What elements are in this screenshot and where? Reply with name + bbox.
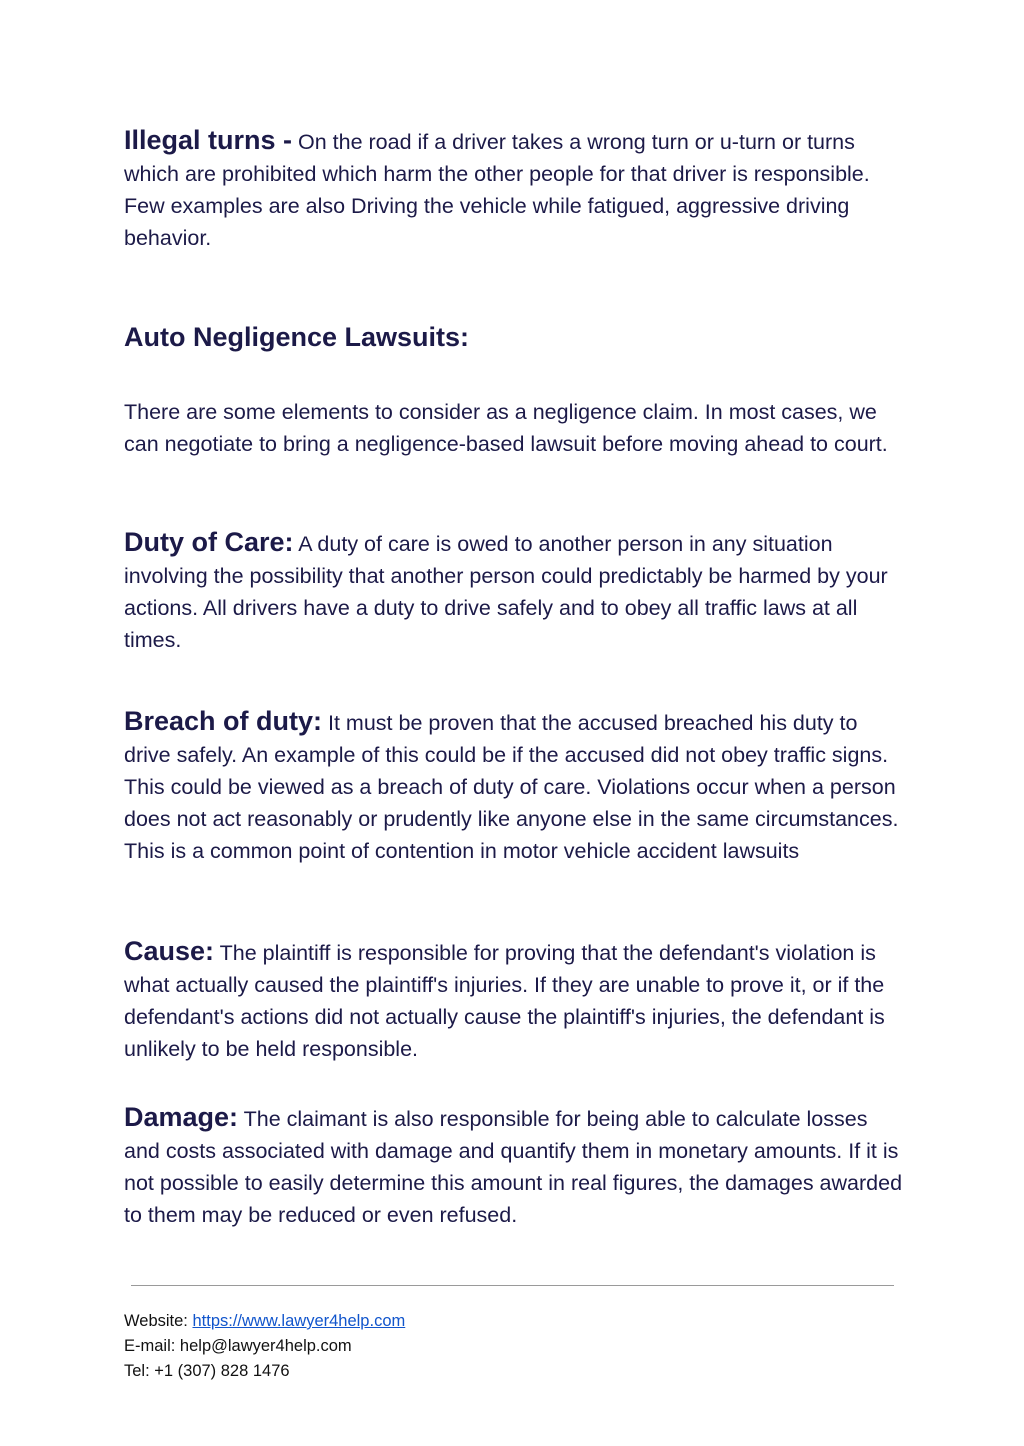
auto-negligence-heading: Auto Negligence Lawsuits:	[124, 322, 470, 352]
auto-negligence-intro: There are some elements to consider as a negligence claim. In most cases, we can negotiate to bring a negligence-based lawsuit before moving ahead to court.	[124, 400, 888, 456]
footer	[124, 1309, 405, 1384]
illegal-turns-paragraph	[124, 124, 904, 254]
footer-website-label: Website:	[124, 1312, 193, 1330]
illegal-turns-extra: Few examples are also Driving the vehicle while fatigued, aggressive driving behavior.	[124, 194, 850, 250]
footer-divider	[131, 1285, 894, 1286]
footer-tel: Tel: +1 (307) 828 1476	[124, 1362, 290, 1380]
website-link[interactable]: https://www.lawyer4help.com	[192, 1312, 406, 1330]
cause-paragraph	[124, 935, 904, 1065]
illegal-turns-term: Illegal turns -	[124, 125, 293, 155]
duty-of-care-paragraph	[124, 526, 904, 656]
damage-text: The claimant is also responsible for being able to calculate losses and costs associated with damage and quantify them in monetary amounts. If it is not possible to easily determine this amount in real figures, the damages awarded to them may be reduced or even refused.	[124, 1107, 903, 1227]
duty-of-care-text: A duty of care is owed to another person in any situation involving the possibility that another person could predictably be harmed by your actions. All drivers have a duty to drive safely and to obey all traffic laws at all times.	[124, 532, 888, 652]
illegal-turns-text: On the road if a driver takes a wrong turn or u-turn or turns which are prohibited which harm the other people for that driver is responsible.	[124, 130, 870, 186]
cause-text: The plaintiff is responsible for proving that the defendant's violation is what actually caused the plaintiff's injuries. If they are unable to prove it, or if the defendant's actions did not actually cause the plaintiff's injuries, the defendant is unlikely to be held responsible.	[124, 941, 885, 1061]
breach-of-duty-text: It must be proven that the accused breached his duty to drive safely. An example of this could be if the accused did not obey traffic signs. This could be viewed as a breach of duty of care. Violations occur when a person does not act reasonably or prudently like anyone else in the same circumstances. This is a common point of contention in motor vehicle accident lawsuits	[124, 711, 899, 863]
breach-of-duty-paragraph	[124, 705, 904, 867]
damage-paragraph	[124, 1101, 904, 1231]
damage-term: Damage:	[124, 1102, 239, 1132]
duty-of-care-term: Duty of Care:	[124, 527, 294, 557]
cause-term: Cause:	[124, 936, 215, 966]
footer-website-line	[124, 1309, 405, 1334]
breach-of-duty-term: Breach of duty:	[124, 706, 323, 736]
footer-email: E-mail: help@lawyer4help.com	[124, 1337, 352, 1355]
